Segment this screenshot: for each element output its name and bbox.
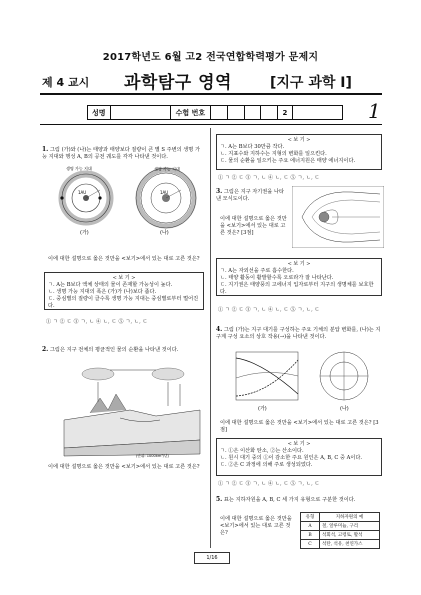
table-row <box>301 522 380 531</box>
subject-title: 과학탐구 영역 <box>124 73 232 93</box>
question-stem: 표는 지하자원을 A, B, C 세 가지 유형으로 구분한 것이다. <box>223 497 356 503</box>
bogi-item: ㄷ. 지기권은 태양풍의 고에너지 입자로부터 지구의 생명체를 보호한다. <box>220 282 374 295</box>
question-2 <box>42 346 204 354</box>
exam-period: 제 4 교시 <box>42 76 90 89</box>
page-number: 1 <box>368 99 381 123</box>
bogi-item: ㄴ. 태양 활동이 활발할수록 오로라가 잘 나타난다. <box>220 275 334 281</box>
table-cell: 석탄, 석유, 천연가스 <box>320 540 380 549</box>
question-1 <box>42 146 204 161</box>
subsubject-title: [지구 과학 Ⅰ] <box>270 75 352 91</box>
q1-figure <box>48 166 203 238</box>
q3-magnetosphere-figure <box>292 186 384 248</box>
exam-number-box <box>228 106 245 119</box>
question-stem: 그림 (가)와 (나)는 태양과 태양보다 질량이 큰 별 S 주변의 생명 가능 지대와 행성 A, B의 공전 궤도를 각각 나타낸 것이다. <box>42 147 200 160</box>
question-4 <box>216 326 382 341</box>
name-field <box>111 106 171 119</box>
column-divider <box>210 128 211 548</box>
figure-b-label: (나) <box>340 406 349 412</box>
q2-question: 이에 대한 설명으로 옳은 것만을 <보기>에서 있는 대로 고른 것은? <box>48 464 200 470</box>
table-header-row <box>301 513 380 522</box>
bogi-item: ㄱ. ①은 이산화 탄소, ②는 산소이다. <box>220 448 304 454</box>
question-number: 4. <box>216 326 223 333</box>
table-cell: 석회석, 고령토, 활석 <box>320 531 380 540</box>
q5-question: 이에 대한 설명으로 옳은 것만을 <보기>에서 있는 대로 고른 것은? <box>220 516 292 536</box>
question-stem: 그림은 지구 자기권을 나타낸 모식도이다. <box>216 189 284 202</box>
scale-label: 1AU <box>78 190 87 195</box>
question-number: 1. <box>42 146 49 153</box>
question-3 <box>216 188 288 203</box>
exam-number-box <box>261 106 278 119</box>
bogi-item: ㄴ. 생명 가능 지대의 폭은 (가)가 (나)보다 좁다. <box>48 289 157 295</box>
scale-label: 1AU <box>160 190 169 195</box>
figure-b-label: (나) <box>160 230 169 236</box>
bogi-title: < 보 기 > <box>112 275 136 281</box>
table-header-cell: 지하자원의 예 <box>320 513 380 522</box>
bogi-item: ㄱ. A는 자외선을 주로 흡수한다. <box>220 268 294 274</box>
bogi-item: ㄴ. 원시 대기 중의 ①이 감소한 주요 원인은 A, B, C 중 A이다. <box>220 455 363 461</box>
question-5 <box>216 496 382 504</box>
header-rule-bottom <box>40 124 382 125</box>
q5-resource-table <box>300 512 380 549</box>
question-number: 2. <box>42 346 49 353</box>
q4-question: 이에 대한 설명으로 옳은 것만을 <보기>에서 있는 대로 고른 것은? [3점] <box>220 420 379 433</box>
table-row <box>301 540 380 549</box>
table-header-cell: 유형 <box>301 513 320 522</box>
bogi-item: ㄱ. A는 B보다 액체 상태의 물이 존재할 가능성이 높다. <box>48 282 173 288</box>
bogi-title: < 보 기 > <box>287 441 311 447</box>
q3-question: 이에 대한 설명으로 옳은 것만을 <보기>에서 있는 대로 고른 것은? [3점] <box>220 216 287 236</box>
question-stem: 그림은 지구 전체의 평균적인 물의 순환을 나타낸 것이다. <box>49 347 179 353</box>
table-cell: C <box>301 540 320 549</box>
figure-a-label: (가) <box>258 406 267 412</box>
q4-bogi-box <box>216 438 382 476</box>
table-row <box>301 531 380 540</box>
bogi-item: ㄷ. 물의 순환을 일으키는 주요 에너지원은 태양 에너지이다. <box>220 158 356 164</box>
zone-label: 생명 가능 지대 <box>66 166 92 171</box>
question-number: 3. <box>216 188 223 195</box>
bogi-title: < 보 기 > <box>287 261 311 267</box>
q2-water-cycle-figure <box>60 358 202 458</box>
table-cell: 철, 알루미늄, 구리 <box>320 522 380 531</box>
exam-number-box <box>245 106 262 119</box>
q4-figure <box>222 348 382 414</box>
exam-number-box <box>293 106 342 119</box>
name-bar <box>87 105 343 120</box>
figure-a <box>60 166 110 236</box>
q2-bogi-box <box>216 134 382 170</box>
figure-b <box>136 166 196 236</box>
q3-bogi-box <box>216 258 382 296</box>
q4-options[interactable]: ① ㄱ ② ㄷ ③ ㄱ, ㄴ ④ ㄴ, ㄷ ⑤ ㄱ, ㄴ, ㄷ <box>218 481 320 487</box>
exam-number-label: 수험 번호 <box>171 106 211 119</box>
exam-number-box <box>211 106 228 119</box>
figure-a-label: (가) <box>80 230 89 236</box>
header-rule <box>40 93 382 95</box>
q2-options[interactable]: ① ㄱ ② ㄷ ③ ㄱ, ㄴ ④ ㄴ, ㄷ ⑤ ㄱ, ㄴ, ㄷ <box>218 175 320 181</box>
figure-b-diagram <box>320 352 368 412</box>
q1-question: 이에 대한 설명으로 옳은 것만을 <보기>에서 있는 대로 고른 것은? <box>48 256 200 262</box>
footer-page-indicator: 1/16 <box>194 552 230 564</box>
figure-a-graph <box>236 352 298 412</box>
bogi-item: ㄴ. 지표수와 지하수는 지형의 변화를 일으킨다. <box>220 151 327 157</box>
exam-number-digit: 2 <box>278 106 293 119</box>
bogi-title: < 보 기 > <box>287 137 311 143</box>
question-stem: 그림 (가)는 지구 대기를 구성하는 주요 기체의 분압 변화를, (나)는 지구계 구성 요소의 상호 작용(→)을 나타낸 것이다. <box>216 327 381 340</box>
q3-options[interactable]: ① ㄱ ② ㄷ ③ ㄱ, ㄴ ④ ㄴ, ㄷ ⑤ ㄱ, ㄴ, ㄷ <box>218 307 320 313</box>
question-number: 5. <box>216 496 223 503</box>
table-cell: B <box>301 531 320 540</box>
q1-bogi-box <box>44 272 204 310</box>
zone-label: 생명 가능 지대 <box>154 166 180 172</box>
table-cell: A <box>301 522 320 531</box>
q1-options[interactable]: ① ㄱ ② ㄷ ③ ㄱ, ㄴ ④ ㄴ, ㄷ ⑤ ㄱ, ㄴ, ㄷ <box>46 319 148 325</box>
bogi-item: ㄷ. 중심별의 질량이 클수록 생명 가능 지대는 중심별로부터 멀어진다. <box>48 296 199 309</box>
bogi-item: ㄱ. A는 B보다 30만큼 작다. <box>220 144 285 150</box>
exam-title: 2017학년도 6월 고2 전국연합학력평가 문제지 <box>102 52 319 63</box>
bogi-item: ㄷ. ②은 C 과정에 의해 주로 생성되었다. <box>220 462 313 468</box>
figure-unit: (단위: 1000km³/년) <box>136 454 169 458</box>
name-label: 성명 <box>88 106 111 119</box>
